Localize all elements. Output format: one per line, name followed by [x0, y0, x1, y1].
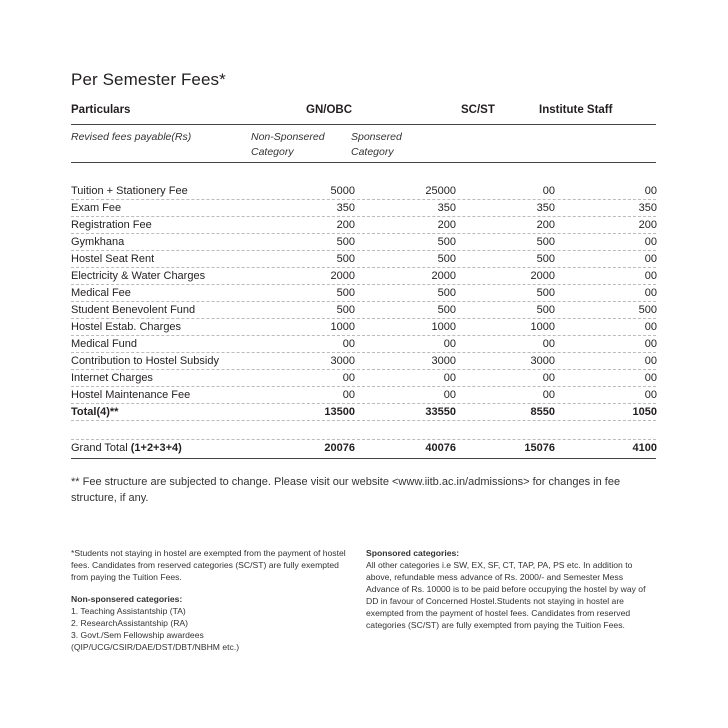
fee-staff: 500 — [638, 304, 657, 316]
total-sponsored: 33550 — [425, 406, 456, 418]
change-note: ** Fee structure are subjected to change. Please visit our website <www.iitb.ac.in/admissions> for changes in fee structure, if any. — [71, 476, 621, 504]
grand-total-rule — [71, 458, 656, 459]
fee-sponsored: 500 — [437, 236, 456, 248]
header-institute-staff: Institute Staff — [539, 104, 613, 116]
fee-label: Hostel Maintenance Fee — [71, 389, 191, 401]
fee-sponsored: 00 — [443, 389, 456, 401]
fee-staff: 200 — [638, 219, 657, 231]
non-sponsored-item: 2. ResearchAssistantship (RA) — [71, 618, 189, 628]
fee-row — [71, 251, 656, 268]
fee-staff: 00 — [644, 355, 657, 367]
fee-sc-st: 00 — [542, 185, 555, 197]
fee-sponsored: 500 — [437, 253, 456, 265]
fee-sponsored: 1000 — [431, 321, 456, 333]
fee-label: Medical Fee — [71, 287, 131, 299]
fee-label: Electricity & Water Charges — [71, 270, 206, 282]
fee-non-sponsored: 5000 — [330, 185, 355, 197]
grand-sc-st: 15076 — [524, 442, 555, 454]
fee-sponsored: 500 — [437, 287, 456, 299]
fee-label: Hostel Seat Rent — [71, 253, 155, 265]
fee-sponsored: 3000 — [431, 355, 456, 367]
fee-sponsored: 500 — [437, 304, 456, 316]
sponsored-title: Sponsored categories: — [366, 548, 460, 558]
fee-sc-st: 00 — [542, 372, 555, 384]
fee-staff: 00 — [644, 321, 657, 333]
fee-sc-st: 1000 — [530, 321, 555, 333]
fee-document — [71, 70, 656, 506]
fee-sc-st: 350 — [536, 202, 555, 214]
subheader-non-sponsored — [251, 130, 325, 160]
fee-staff: 00 — [644, 270, 657, 282]
fee-non-sponsored: 500 — [336, 287, 355, 299]
fee-row — [71, 200, 656, 217]
fee-non-sponsored: 00 — [342, 338, 355, 350]
spacer-row — [71, 421, 656, 440]
fee-sc-st: 2000 — [530, 270, 555, 282]
table-subheader — [71, 130, 656, 160]
fee-label: Student Benevolent Fund — [71, 304, 196, 316]
fee-staff: 00 — [644, 185, 657, 197]
fee-staff: 00 — [644, 372, 657, 384]
fee-non-sponsored: 00 — [342, 372, 355, 384]
total-non-sponsored: 13500 — [324, 406, 355, 418]
fee-sponsored: 2000 — [431, 270, 456, 282]
fee-sponsored: 200 — [437, 219, 456, 231]
fee-row — [71, 370, 656, 387]
fee-label: Registration Fee — [71, 219, 152, 231]
fee-sc-st: 500 — [536, 304, 555, 316]
fees-table — [71, 183, 656, 459]
grand-total-label — [71, 442, 182, 454]
header-rule — [71, 124, 656, 125]
fee-label: Contribution to Hostel Subsidy — [71, 355, 219, 367]
table-header — [71, 104, 656, 120]
subheader-sponsored-line2: Category — [351, 146, 394, 158]
fee-staff: 350 — [638, 202, 657, 214]
fee-sc-st: 3000 — [530, 355, 555, 367]
total-row — [71, 404, 656, 421]
fee-staff: 00 — [644, 338, 657, 350]
fee-row — [71, 302, 656, 319]
grand-total-row — [71, 440, 656, 458]
grand-total-formula: (1+2+3+4) — [130, 442, 182, 454]
sponsored-text: All other categories i.e SW, EX, SF, CT, TAP, PA, PS etc. In addition to above, refundable mess advance of Rs. 2000/- and Semester Mess Advance of Rs. 10000 is to be paid before occupying the hostel by way of DD in favour of Concerned Hostel.Students not staying in hostel are exempted from the payment of hostel fees. Candidates from reserved categories (SC/ST) are fully exempted from paying the Tuition Fees. — [366, 560, 646, 630]
non-sponsored-item: 3. Govt./Sem Fellowship awardees — [71, 630, 204, 640]
fee-row — [71, 387, 656, 404]
fee-label: Hostel Estab. Charges — [71, 321, 182, 333]
fee-row — [71, 285, 656, 302]
page-title: Per Semester Fees* — [71, 70, 226, 89]
fee-non-sponsored: 200 — [336, 219, 355, 231]
subheader-revised: Revised fees payable(Rs) — [71, 131, 192, 143]
fee-sc-st: 200 — [536, 219, 555, 231]
fee-row — [71, 319, 656, 336]
fee-sponsored: 00 — [443, 372, 456, 384]
fee-row — [71, 217, 656, 234]
fee-sponsored: 25000 — [425, 185, 456, 197]
subheader-non-sponsored-line1: Non-Sponsered — [251, 131, 325, 143]
fee-non-sponsored: 500 — [336, 236, 355, 248]
fee-label: Gymkhana — [71, 236, 125, 248]
grand-sponsored: 40076 — [425, 442, 456, 454]
grand-total-text: Grand Total — [71, 442, 128, 454]
fee-row — [71, 183, 656, 200]
fee-non-sponsored: 500 — [336, 304, 355, 316]
fee-row — [71, 234, 656, 251]
hostel-exemption-note: *Students not staying in hostel are exempted from the payment of hostel fees. Candidates from reserved categories (SC/ST) are fully exempted from paying the Tuition Fees. — [71, 548, 346, 582]
non-sponsored-item: (QIP/UCG/CSIR/DAE/DST/DBT/NBHM etc.) — [71, 642, 240, 652]
fee-non-sponsored: 500 — [336, 253, 355, 265]
footnote-left — [71, 547, 356, 653]
subheader-sponsored — [351, 130, 402, 160]
fee-row — [71, 268, 656, 285]
fee-non-sponsored: 1000 — [330, 321, 355, 333]
subheader-sponsored-line1: Sponsered — [351, 131, 402, 143]
fee-non-sponsored: 00 — [342, 389, 355, 401]
fee-staff: 00 — [644, 389, 657, 401]
fee-label: Internet Charges — [71, 372, 153, 384]
fee-row — [71, 336, 656, 353]
footnote-right — [366, 547, 656, 631]
header-particulars: Particulars — [71, 104, 131, 116]
fee-sc-st: 500 — [536, 236, 555, 248]
fee-sc-st: 500 — [536, 253, 555, 265]
fee-sc-st: 500 — [536, 287, 555, 299]
header-gn-obc: GN/OBC — [306, 104, 352, 116]
non-sponsored-list — [71, 605, 356, 653]
fee-staff: 00 — [644, 236, 657, 248]
fee-row — [71, 353, 656, 370]
fee-non-sponsored: 350 — [336, 202, 355, 214]
grand-staff: 4100 — [632, 442, 657, 454]
non-sponsored-item: 1. Teaching Assistantship (TA) — [71, 606, 186, 616]
fee-label: Medical Fund — [71, 338, 138, 350]
total-label: Total(4)** — [71, 406, 119, 418]
fee-sponsored: 00 — [443, 338, 456, 350]
subheader-rule — [71, 162, 656, 163]
fee-label: Tuition + Stationery Fee — [71, 185, 188, 197]
fee-non-sponsored: 2000 — [330, 270, 355, 282]
fee-non-sponsored: 3000 — [330, 355, 355, 367]
fee-staff: 00 — [644, 287, 657, 299]
fee-staff: 00 — [644, 253, 657, 265]
grand-non-sponsored: 20076 — [324, 442, 355, 454]
fee-sc-st: 00 — [542, 338, 555, 350]
fee-rows — [71, 183, 656, 404]
total-staff: 1050 — [632, 406, 657, 418]
fee-sponsored: 350 — [437, 202, 456, 214]
subheader-non-sponsored-line2: Category — [251, 146, 294, 158]
fee-sc-st: 00 — [542, 389, 555, 401]
fee-label: Exam Fee — [71, 202, 122, 214]
header-sc-st: SC/ST — [461, 104, 495, 116]
non-sponsored-title: Non-sponsered categories: — [71, 594, 183, 604]
total-sc-st: 8550 — [530, 406, 555, 418]
